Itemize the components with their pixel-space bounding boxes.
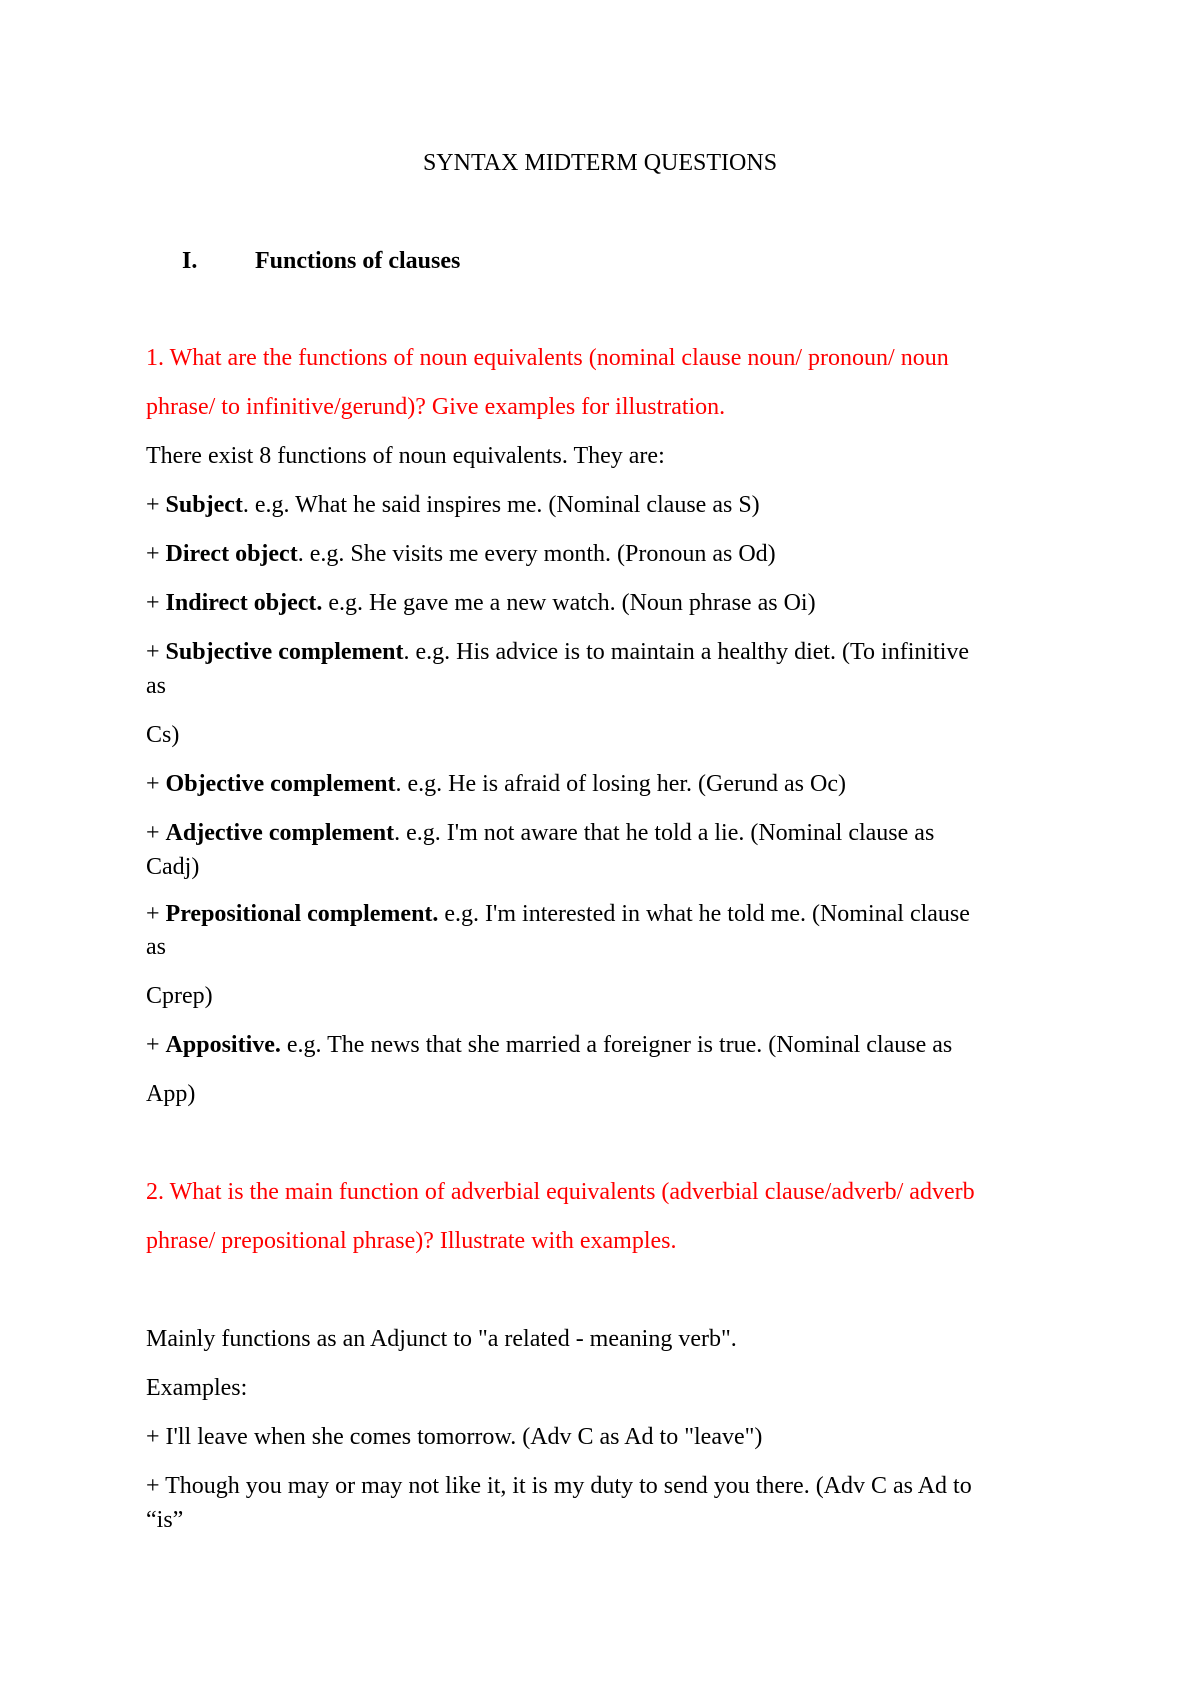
function-item-subject (146, 490, 760, 520)
function-item-adjective-complement (146, 818, 934, 848)
item-text: . e.g. His advice is to maintain a healthy diet. (To infinitive (403, 639, 970, 665)
item-term: Direct object (165, 541, 298, 567)
item-text: . e.g. I'm not aware that he told a lie. (Nominal clause as (394, 820, 935, 846)
question-2-line-1: 2. What is the main function of adverbial equivalents (adverbial clause/adverb/ adverb (146, 1179, 975, 1205)
item-term: Indirect object. (165, 590, 323, 616)
item-term: Objective complement (165, 771, 396, 797)
item-term: Subjective complement (165, 639, 404, 665)
item-term: Subject (165, 492, 243, 518)
item-prefix: + (146, 590, 166, 616)
example-item: + Though you may or may not like it, it is my duty to send you there. (Adv C as Ad to (146, 1473, 972, 1499)
item-prefix: + (146, 492, 166, 518)
function-item-objective-complement (146, 769, 846, 799)
item-text: . e.g. He is afraid of losing her. (Gerund as Oc) (395, 771, 846, 797)
function-item-continuation: Cadj) (146, 854, 200, 880)
item-prefix: + (146, 771, 166, 797)
item-term: Prepositional complement. (165, 901, 439, 927)
example-item: + I'll leave when she comes tomorrow. (Adv C as Ad to "leave") (146, 1424, 763, 1450)
function-item-continuation: Cs) (146, 722, 180, 748)
examples-label: Examples: (146, 1375, 248, 1401)
question-2-line-2: phrase/ prepositional phrase)? Illustrate with examples. (146, 1228, 677, 1254)
example-item-continuation: “is” (146, 1507, 184, 1533)
question-1-line-1: 1. What are the functions of noun equivalents (nominal clause noun/ pronoun/ noun (146, 345, 949, 371)
item-text: . e.g. What he said inspires me. (Nominal clause as S) (242, 492, 760, 518)
item-text: . e.g. She visits me every month. (Pronoun as Od) (297, 541, 776, 567)
function-item-continuation: as (146, 673, 166, 699)
item-text: e.g. The news that she married a foreigner is true. (Nominal clause as (280, 1032, 953, 1058)
question-1-line-2: phrase/ to infinitive/gerund)? Give examples for illustration. (146, 394, 726, 420)
question-2-answer: Mainly functions as an Adjunct to "a related - meaning verb". (146, 1326, 737, 1352)
item-prefix: + (146, 541, 166, 567)
function-item-appositive (146, 1030, 952, 1060)
function-item-subjective-complement (146, 637, 969, 667)
section-title: Functions of clauses (255, 248, 461, 274)
item-term: Appositive. (165, 1032, 281, 1058)
question-1-intro: There exist 8 functions of noun equivalents. They are: (146, 443, 665, 469)
section-number: I. (182, 248, 198, 274)
item-text: e.g. I'm interested in what he told me. (Nominal clause (438, 901, 970, 927)
function-item-indirect-object (146, 588, 816, 618)
item-text: e.g. He gave me a new watch. (Noun phrase as Oi) (322, 590, 816, 616)
function-item-continuation: Cprep) (146, 983, 213, 1009)
item-prefix: + (146, 901, 166, 927)
page-title: SYNTAX MIDTERM QUESTIONS (422, 150, 778, 176)
item-prefix: + (146, 639, 166, 665)
item-term: Adjective complement (165, 820, 395, 846)
function-item-continuation: App) (146, 1081, 196, 1107)
function-item-prepositional-complement (146, 899, 970, 929)
function-item-direct-object (146, 539, 776, 569)
item-prefix: + (146, 1032, 166, 1058)
item-prefix: + (146, 820, 166, 846)
function-item-continuation: as (146, 934, 166, 960)
